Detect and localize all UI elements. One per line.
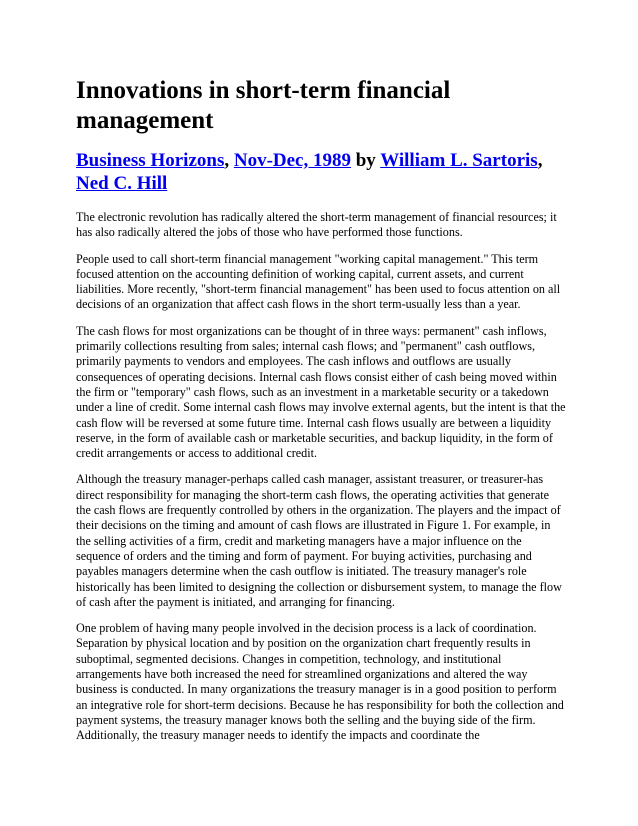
- body-paragraph: People used to call short-term financial management "working capital management." This term focused attention on the accounting definition of working capital, current assets, and current liabilities. More recently, "short-term financial management" has been used to focus attention on all decisions of an organization that affect cash flows in the short term-usually less than a year.: [76, 251, 561, 312]
- byline: [76, 149, 566, 195]
- issue-date-link[interactable]: Nov-Dec, 1989: [233, 150, 351, 171]
- body-paragraph: Although the treasury manager-perhaps called cash manager, assistant treasurer, or treasurer-has direct responsibility for managing the short-term cash flows, the operating activities that generate the cash flows are frequently controlled by others in the organization. The players and the impact of their decisions on the timing and amount of cash flows are illustrated in Figure 1. For example, in the selling activities of a firm, credit and marketing managers have a major influence on the sequence of orders and the timing and form of payment. For buying activities, purchasing and payables managers determine when the cash outflow is initiated. The treasury manager's role historically has been limited to designing the collection or disbursement system, to manage the flow of cash after the payment is initiated, and arranging for financing.: [76, 472, 562, 609]
- byline-separator: ,: [224, 150, 234, 171]
- body-paragraph: One problem of having many people involved in the decision process is a lack of coordination. Separation by physical location and by position on the organization chart frequently results in suboptimal, segmented decisions. Changes in competition, technology, and institutional arrangements have both increased the need for streamlined organizations and altered the way business is conducted. In many organizations the treasury manager is in a good position to perform an integrative role for short-term decisions. Because he has responsibility for both the collection and payment systems, the treasury manager knows both the selling and the buying side of the firm. Additionally, the treasury manager needs to identify the impacts and coordinate the: [76, 621, 564, 743]
- body-paragraph: The electronic revolution has radically altered the short-term management of financial resources; it has also radically altered the jobs of those who have performed those functions.: [76, 210, 557, 240]
- byline-separator: ,: [537, 150, 543, 171]
- article-title: Innovations in short-term financial management: [76, 77, 451, 134]
- publication-link[interactable]: Business Horizons: [76, 150, 225, 171]
- body-paragraph: The cash flows for most organizations can be thought of in three ways: permanent" cash inflows, primarily collections resulting from sales; internal cash flows; and "permanent" cash outflows, primarily payments to vendors and employees. The cash inflows and outflows are usually consequences of operating decisions. Internal cash flows consist either of cash being moved within the firm or "temporary" cash flows, such as an investment in a marketable security or a takedown under a line of credit. Some internal cash flows may involve external agents, but the intent is that the cash flow will be reversed at some future time. Internal cash flows usually are between a liquidity reserve, in the form of available cash or marketable securities, and backup liquidity, in the form of credit arrangements or access to additional credit.: [76, 323, 566, 461]
- author-link-sartoris[interactable]: William L. Sartoris: [380, 150, 538, 171]
- author-link-hill[interactable]: Ned C. Hill: [76, 173, 168, 194]
- document-page: [76, 76, 566, 755]
- byline-by-text: by: [350, 150, 381, 171]
